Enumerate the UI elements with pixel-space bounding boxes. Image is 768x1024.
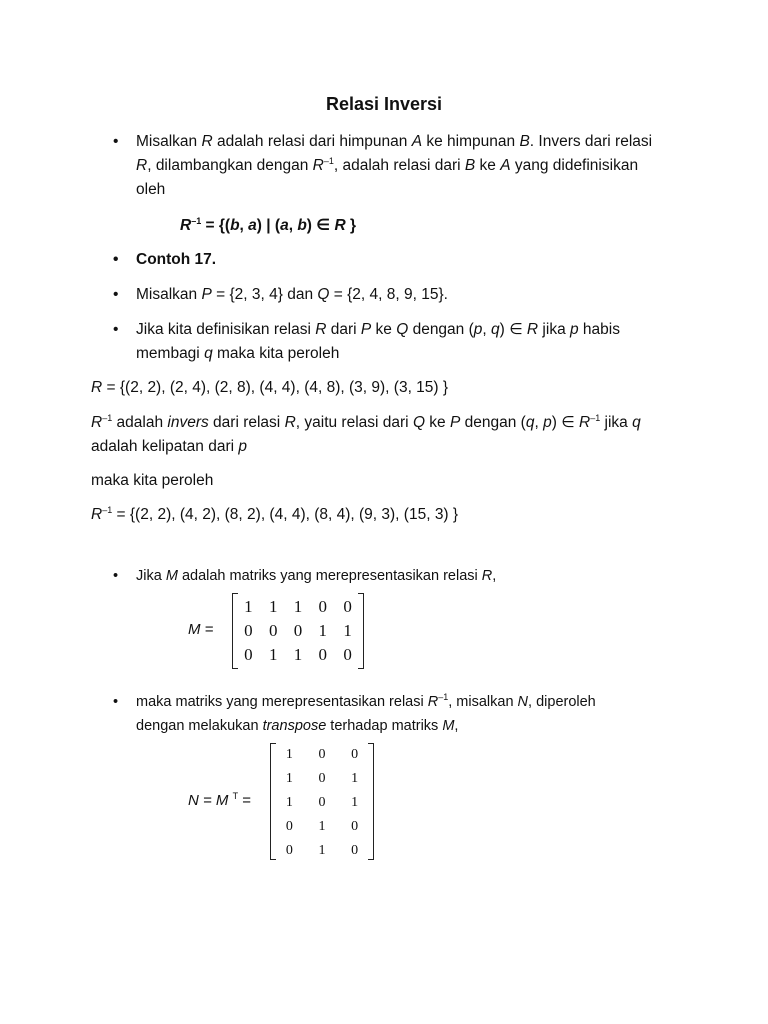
inverse-formula: $R^{-1} = \{(b$, a) | (a, b) ∈ R }: [180, 216, 357, 234]
matrixM-cell: 1: [318, 621, 328, 640]
matrixN-cell: 1: [285, 771, 293, 786]
bullet-sets: • Misalkan P = {2, 3, 4} dan Q = {2, 4, 8, 9, 15}.: [136, 283, 676, 307]
matrixM-cell: 1: [268, 645, 278, 664]
example-heading: • Contoh 17.: [136, 248, 676, 272]
matrix-n-label: N = M $^T$ =: [188, 791, 252, 809]
matrixM-cell: 0: [343, 597, 352, 616]
matrixN-cell: 0: [285, 843, 293, 858]
matrixM-cell: 0: [343, 645, 352, 664]
definition-line-2: R, dilambangkan dengan $R^{-1}$, adalah relasi dari B ke A yang didefinisikan: [136, 156, 639, 174]
matrixN-cell: 1: [285, 747, 293, 762]
matrix-n-text-line-2: dengan melakukan transpose terhadap matriks M,: [136, 718, 459, 734]
matrixM-cell: 1: [244, 597, 253, 616]
bullet-matrix-m: • Jika M adalah matriks yang merepresentasikan relasi R,: [136, 564, 676, 588]
relation-def-line-2: membagi q maka kita peroleh: [136, 345, 340, 362]
bullet-matrix-n: [136, 690, 676, 738]
matrixN-cell: 0: [285, 819, 293, 834]
matrixN-cell: 0: [351, 747, 359, 762]
matrixN-cell: 0: [351, 843, 359, 858]
inverse-def-line-2: adalah kelipatan dari p: [91, 438, 247, 455]
matrixM-cell: 1: [293, 645, 303, 664]
inverse-definition: [91, 411, 681, 459]
matrixN-cell: 1: [351, 771, 359, 786]
matrixN-cell: 0: [318, 747, 326, 762]
matrixN-cell: 1: [318, 843, 326, 858]
matrix-m-label: M =: [188, 621, 214, 638]
matrix-m: [232, 593, 364, 669]
matrix-n: [270, 743, 374, 860]
relation-r-set: R = {(2, 2), (2, 4), (2, 8), (4, 4), (4, 8), (3, 9), (3, 15) }: [91, 379, 449, 396]
relation-def-line-1: • Jika kita definisikan relasi R dari P ke Q dengan (p, q) ∈ R jika p habis: [136, 321, 620, 338]
matrixM-cell: 1: [293, 597, 303, 616]
page-title: Relasi Inversi: [325, 94, 443, 114]
inverse-def-line-1: $R^{-1}$ adalah invers dari relasi R, yaitu relasi dari Q ke P dengan (q, p) ∈ $R^{-1}$ jika q: [91, 413, 641, 431]
definition-line-3: oleh: [136, 181, 166, 198]
bullet-relation-def: [136, 318, 676, 366]
matrix-m-grid: [236, 595, 360, 667]
matrixM-cell: 0: [318, 645, 328, 664]
relation-r-inverse-set: $R^{-1} = \{(2$, 2), (4, 2), (8, 2), (4, 4), (8, 4), (9, 3), (15, 3) }: [91, 505, 459, 523]
matrixM-cell: 1: [343, 621, 352, 640]
matrixM-cell: 0: [244, 621, 253, 640]
matrixM-cell: 0: [318, 597, 328, 616]
definition-line-1: • Misalkan R adalah relasi dari himpunan A ke himpunan B. Invers dari relasi: [136, 133, 653, 150]
matrixN-cell: 0: [351, 819, 359, 834]
matrixN-cell: 0: [318, 795, 326, 810]
bullet-definition: [136, 130, 676, 202]
matrixM-cell: 1: [268, 597, 278, 616]
matrixM-cell: 0: [268, 621, 278, 640]
matrix-n-text-line-1: • maka matriks yang merepresentasikan relasi $R^{-1}$, misalkan N, diperoleh: [136, 692, 596, 710]
matrixM-cell: 0: [293, 621, 303, 640]
matrixM-cell: 0: [244, 645, 253, 664]
matrixN-cell: 1: [351, 795, 359, 810]
matrixN-cell: 1: [285, 795, 293, 810]
conclusion-text: maka kita peroleh: [91, 472, 214, 489]
matrix-n-grid: [273, 743, 371, 863]
matrixN-cell: 1: [318, 819, 326, 834]
matrixN-cell: 0: [318, 771, 326, 786]
